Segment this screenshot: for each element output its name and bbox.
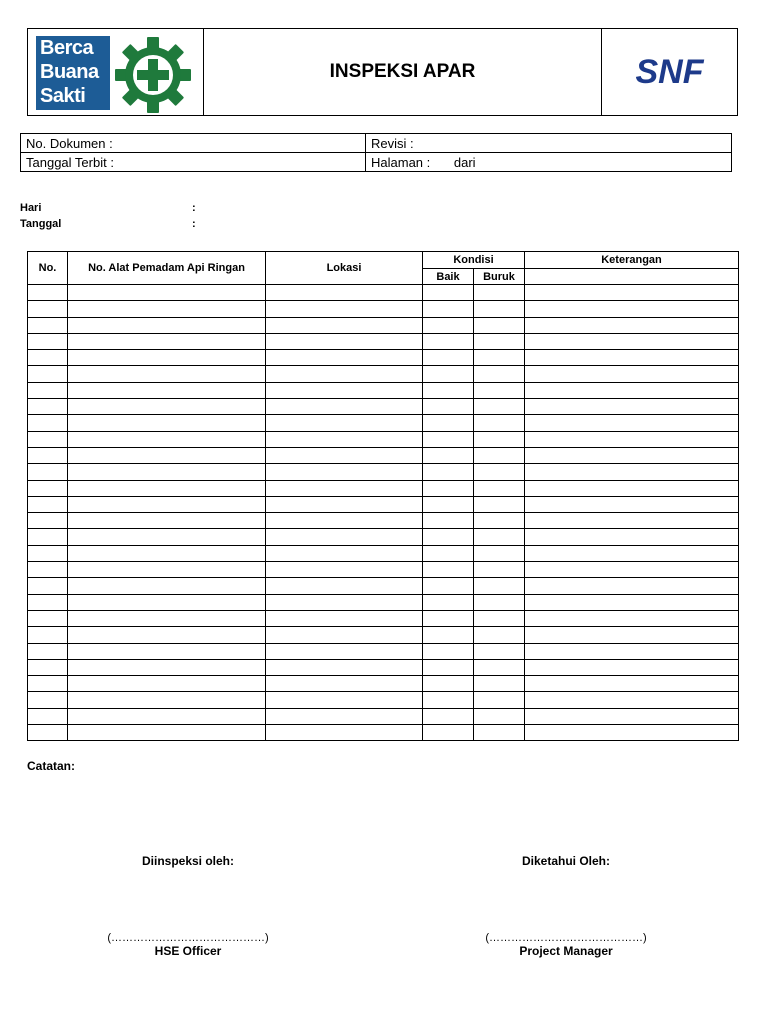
- cell-apar[interactable]: [68, 317, 266, 333]
- inspector-role: HSE Officer: [154, 944, 222, 958]
- cell-notes[interactable]: [525, 562, 739, 578]
- cell-location[interactable]: [266, 513, 423, 529]
- cell-good[interactable]: [423, 692, 474, 708]
- cell-no[interactable]: [28, 464, 68, 480]
- notes-label: Catatan:: [27, 759, 76, 773]
- cell-good[interactable]: [423, 610, 474, 626]
- cell-location[interactable]: [266, 496, 423, 512]
- cell-notes[interactable]: [525, 529, 739, 545]
- cell-notes[interactable]: [525, 496, 739, 512]
- cell-notes[interactable]: [525, 692, 739, 708]
- table-row: [28, 317, 739, 333]
- cell-notes[interactable]: [525, 464, 739, 480]
- cell-bad[interactable]: [474, 399, 525, 415]
- cell-location[interactable]: [266, 366, 423, 382]
- cell-apar[interactable]: [68, 627, 266, 643]
- cell-location[interactable]: [266, 578, 423, 594]
- cell-good[interactable]: [423, 545, 474, 561]
- cell-apar[interactable]: [68, 415, 266, 431]
- cell-apar[interactable]: [68, 578, 266, 594]
- cell-location[interactable]: [266, 431, 423, 447]
- cell-location[interactable]: [266, 333, 423, 349]
- cell-location[interactable]: [266, 725, 423, 741]
- cell-notes[interactable]: [525, 676, 739, 692]
- cell-notes[interactable]: [525, 610, 739, 626]
- cell-no[interactable]: [28, 725, 68, 741]
- cell-apar[interactable]: [68, 285, 266, 301]
- inspector-signature-block: [88, 854, 288, 868]
- day-field[interactable]: [20, 200, 196, 216]
- cell-location[interactable]: [266, 399, 423, 415]
- cell-apar[interactable]: [68, 643, 266, 659]
- table-row: [28, 333, 739, 349]
- cell-notes[interactable]: [525, 578, 739, 594]
- cell-location[interactable]: [266, 464, 423, 480]
- cell-good[interactable]: [423, 578, 474, 594]
- cell-good[interactable]: [423, 285, 474, 301]
- cell-no[interactable]: [28, 415, 68, 431]
- cell-notes[interactable]: [525, 333, 739, 349]
- date-label: Tanggal: [20, 218, 62, 230]
- table-row: [28, 692, 739, 708]
- cell-notes[interactable]: [525, 382, 739, 398]
- table-row: [28, 447, 739, 463]
- date-field[interactable]: [20, 216, 196, 232]
- day-label: Hari: [20, 202, 42, 214]
- cell-notes[interactable]: [525, 301, 739, 317]
- cell-no[interactable]: [28, 692, 68, 708]
- cell-no[interactable]: [28, 659, 68, 675]
- cell-location[interactable]: [266, 643, 423, 659]
- cell-notes[interactable]: [525, 317, 739, 333]
- col-header-bad: Buruk: [474, 269, 525, 285]
- cell-location[interactable]: [266, 350, 423, 366]
- berca-buana-sakti-logo: [28, 29, 204, 115]
- cell-good[interactable]: [423, 350, 474, 366]
- cell-notes[interactable]: [525, 627, 739, 643]
- cell-good[interactable]: [423, 643, 474, 659]
- cell-good[interactable]: [423, 496, 474, 512]
- cell-bad[interactable]: [474, 594, 525, 610]
- cell-bad[interactable]: [474, 676, 525, 692]
- cell-bad[interactable]: [474, 464, 525, 480]
- table-row: [28, 676, 739, 692]
- cell-bad[interactable]: [474, 480, 525, 496]
- cell-bad[interactable]: [474, 496, 525, 512]
- page-of-label: dari: [453, 154, 476, 170]
- cell-no[interactable]: [28, 480, 68, 496]
- table-row: [28, 350, 739, 366]
- cell-no[interactable]: [28, 333, 68, 349]
- table-row: [28, 496, 739, 512]
- cell-location[interactable]: [266, 627, 423, 643]
- cell-notes[interactable]: [525, 513, 739, 529]
- cell-apar[interactable]: [68, 725, 266, 741]
- page-label: Halaman :: [371, 154, 431, 170]
- cell-location[interactable]: [266, 692, 423, 708]
- col-header-notes: Keterangan: [525, 252, 739, 269]
- issue-date-field[interactable]: Tanggal Terbit :: [21, 153, 366, 172]
- table-row: [28, 627, 739, 643]
- cell-location[interactable]: [266, 317, 423, 333]
- cell-no[interactable]: [28, 529, 68, 545]
- table-row: [28, 708, 739, 724]
- table-row: [28, 513, 739, 529]
- snf-wordmark: SNF: [635, 52, 704, 91]
- table-row: [28, 578, 739, 594]
- cell-location[interactable]: [266, 708, 423, 724]
- document-title: INSPEKSI APAR: [329, 61, 476, 82]
- table-row: [28, 659, 739, 675]
- table-row: [28, 301, 739, 317]
- col-header-good: Baik: [423, 269, 474, 285]
- cell-apar[interactable]: [68, 464, 266, 480]
- cell-bad[interactable]: [474, 447, 525, 463]
- cell-no[interactable]: [28, 627, 68, 643]
- cell-notes[interactable]: [525, 366, 739, 382]
- logo-line-2: Buana: [40, 61, 99, 83]
- cell-bad[interactable]: [474, 529, 525, 545]
- col-header-no: No.: [28, 252, 68, 285]
- cell-good[interactable]: [423, 676, 474, 692]
- cell-no[interactable]: [28, 578, 68, 594]
- cell-good[interactable]: [423, 317, 474, 333]
- cell-apar[interactable]: [68, 431, 266, 447]
- cell-notes[interactable]: [525, 545, 739, 561]
- cell-good[interactable]: [423, 415, 474, 431]
- cell-location[interactable]: [266, 480, 423, 496]
- cell-notes[interactable]: [525, 659, 739, 675]
- cell-good[interactable]: [423, 366, 474, 382]
- cell-notes[interactable]: [525, 480, 739, 496]
- cell-no[interactable]: [28, 708, 68, 724]
- cell-good[interactable]: [423, 399, 474, 415]
- cell-location[interactable]: [266, 676, 423, 692]
- day-date-fields: [20, 200, 196, 232]
- cell-no[interactable]: [28, 562, 68, 578]
- inspected-by-label: Diinspeksi oleh:: [141, 854, 235, 868]
- cell-location[interactable]: [266, 610, 423, 626]
- cell-no[interactable]: [28, 594, 68, 610]
- cell-apar[interactable]: [68, 529, 266, 545]
- inspector-sign-area: [88, 932, 288, 958]
- cell-bad[interactable]: [474, 627, 525, 643]
- cell-no[interactable]: [28, 610, 68, 626]
- cell-apar[interactable]: [68, 301, 266, 317]
- cell-bad[interactable]: [474, 350, 525, 366]
- cell-apar[interactable]: [68, 545, 266, 561]
- cell-location[interactable]: [266, 447, 423, 463]
- cell-apar[interactable]: [68, 366, 266, 382]
- manager-sign-area: [466, 932, 666, 958]
- table-row: [28, 610, 739, 626]
- cell-notes[interactable]: [525, 447, 739, 463]
- cell-good[interactable]: [423, 594, 474, 610]
- cell-good[interactable]: [423, 431, 474, 447]
- cell-no[interactable]: [28, 317, 68, 333]
- cell-no[interactable]: [28, 643, 68, 659]
- revision-field[interactable]: Revisi :: [366, 134, 732, 153]
- col-header-apar: No. Alat Pemadam Api Ringan: [68, 252, 266, 285]
- cell-location[interactable]: [266, 285, 423, 301]
- cell-bad[interactable]: [474, 285, 525, 301]
- snf-logo: [601, 29, 737, 115]
- cell-location[interactable]: [266, 415, 423, 431]
- cell-bad[interactable]: [474, 382, 525, 398]
- acknowledger-signature-block: [466, 854, 666, 868]
- inspector-sign-line[interactable]: (……………………………………): [107, 932, 269, 944]
- cell-bad[interactable]: [474, 545, 525, 561]
- table-row: [28, 431, 739, 447]
- table-row: [28, 545, 739, 561]
- cell-notes[interactable]: [525, 415, 739, 431]
- cell-no[interactable]: [28, 399, 68, 415]
- col-header-condition: Kondisi: [423, 252, 525, 269]
- cell-apar[interactable]: [68, 513, 266, 529]
- day-separator: :: [192, 202, 196, 214]
- cell-no[interactable]: [28, 382, 68, 398]
- table-row: [28, 464, 739, 480]
- table-row: [28, 643, 739, 659]
- cell-no[interactable]: [28, 431, 68, 447]
- cell-good[interactable]: [423, 627, 474, 643]
- manager-sign-line[interactable]: (……………………………………): [485, 932, 647, 944]
- logo-wordmark: [36, 36, 110, 110]
- table-row: [28, 529, 739, 545]
- table-row: [28, 382, 739, 398]
- acknowledged-by-label: Diketahui Oleh:: [521, 854, 610, 868]
- cell-good[interactable]: [423, 708, 474, 724]
- table-row: [28, 399, 739, 415]
- cell-bad[interactable]: [474, 562, 525, 578]
- cell-bad[interactable]: [474, 317, 525, 333]
- cell-apar[interactable]: [68, 447, 266, 463]
- cell-apar[interactable]: [68, 382, 266, 398]
- cell-apar[interactable]: [68, 399, 266, 415]
- cell-location[interactable]: [266, 594, 423, 610]
- cell-no[interactable]: [28, 350, 68, 366]
- cell-bad[interactable]: [474, 692, 525, 708]
- cell-bad[interactable]: [474, 415, 525, 431]
- page-field[interactable]: [366, 153, 732, 172]
- cell-good[interactable]: [423, 659, 474, 675]
- cell-apar[interactable]: [68, 659, 266, 675]
- document-header: [27, 28, 738, 116]
- cell-good[interactable]: [423, 464, 474, 480]
- cell-good[interactable]: [423, 480, 474, 496]
- col-header-notes-blank: [525, 269, 739, 285]
- cell-bad[interactable]: [474, 366, 525, 382]
- cell-good[interactable]: [423, 529, 474, 545]
- cell-no[interactable]: [28, 513, 68, 529]
- cell-bad[interactable]: [474, 659, 525, 675]
- cell-location[interactable]: [266, 301, 423, 317]
- cell-bad[interactable]: [474, 578, 525, 594]
- table-row: [28, 725, 739, 741]
- doc-number-field[interactable]: No. Dokumen :: [21, 134, 366, 153]
- cell-bad[interactable]: [474, 643, 525, 659]
- cell-bad[interactable]: [474, 513, 525, 529]
- cell-no[interactable]: [28, 496, 68, 512]
- cell-apar[interactable]: [68, 562, 266, 578]
- cell-notes[interactable]: [525, 350, 739, 366]
- cell-no[interactable]: [28, 366, 68, 382]
- cell-bad[interactable]: [474, 708, 525, 724]
- date-separator: :: [192, 218, 196, 230]
- cell-good[interactable]: [423, 333, 474, 349]
- table-row: [28, 415, 739, 431]
- cell-bad[interactable]: [474, 301, 525, 317]
- cell-location[interactable]: [266, 545, 423, 561]
- cell-notes[interactable]: [525, 725, 739, 741]
- logo-line-1: Berca: [40, 37, 94, 59]
- document-meta-table: [20, 133, 732, 172]
- cell-bad[interactable]: [474, 725, 525, 741]
- cell-location[interactable]: [266, 529, 423, 545]
- cell-notes[interactable]: [525, 643, 739, 659]
- cell-apar[interactable]: [68, 692, 266, 708]
- cell-apar[interactable]: [68, 496, 266, 512]
- cell-no[interactable]: [28, 676, 68, 692]
- cell-good[interactable]: [423, 725, 474, 741]
- cell-good[interactable]: [423, 447, 474, 463]
- cell-apar[interactable]: [68, 610, 266, 626]
- cell-location[interactable]: [266, 562, 423, 578]
- cell-apar[interactable]: [68, 594, 266, 610]
- cell-bad[interactable]: [474, 610, 525, 626]
- gear-cross-icon: [113, 35, 193, 115]
- cell-good[interactable]: [423, 513, 474, 529]
- cell-notes[interactable]: [525, 708, 739, 724]
- inspection-table-body: [28, 285, 739, 741]
- cell-notes[interactable]: [525, 594, 739, 610]
- cell-bad[interactable]: [474, 431, 525, 447]
- logo-line-3: Sakti: [40, 85, 86, 107]
- cell-good[interactable]: [423, 382, 474, 398]
- cell-apar[interactable]: [68, 708, 266, 724]
- cell-notes[interactable]: [525, 285, 739, 301]
- cell-bad[interactable]: [474, 333, 525, 349]
- cell-apar[interactable]: [68, 350, 266, 366]
- table-row: [28, 562, 739, 578]
- cell-good[interactable]: [423, 562, 474, 578]
- cell-apar[interactable]: [68, 480, 266, 496]
- manager-role: Project Manager: [519, 944, 613, 958]
- cell-apar[interactable]: [68, 333, 266, 349]
- cell-location[interactable]: [266, 659, 423, 675]
- cell-notes[interactable]: [525, 431, 739, 447]
- cell-notes[interactable]: [525, 399, 739, 415]
- col-header-location: Lokasi: [266, 252, 423, 285]
- cell-location[interactable]: [266, 382, 423, 398]
- table-row: [28, 285, 739, 301]
- table-row: [28, 594, 739, 610]
- inspection-table: [27, 251, 739, 741]
- table-row: [28, 480, 739, 496]
- cell-apar[interactable]: [68, 676, 266, 692]
- table-row: [28, 366, 739, 382]
- cell-no[interactable]: [28, 545, 68, 561]
- cell-no[interactable]: [28, 301, 68, 317]
- cell-no[interactable]: [28, 447, 68, 463]
- cell-no[interactable]: [28, 285, 68, 301]
- cell-good[interactable]: [423, 301, 474, 317]
